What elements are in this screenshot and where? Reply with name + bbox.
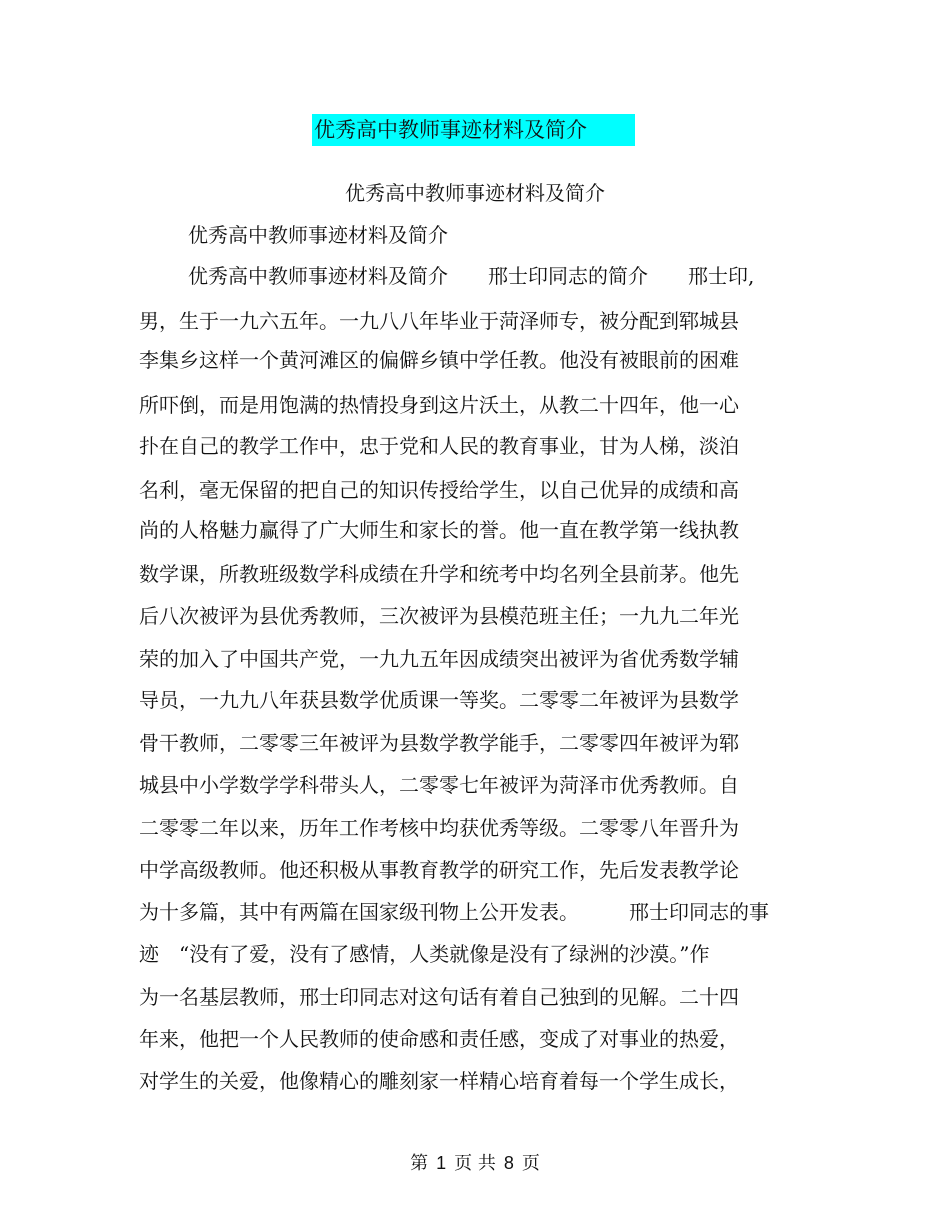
body-line: 为十多篇，其中有两篇在国家级刊物上公开发表。 邢士印同志的事 bbox=[139, 900, 769, 924]
body-line: 所吓倒，而是用饱满的热情投身到这片沃土，从教二十四年，他一心 bbox=[139, 393, 739, 417]
total-pages-number: 8 bbox=[503, 1153, 514, 1173]
footer-prefix: 第 bbox=[410, 1153, 429, 1174]
document-subtitle: 优秀高中教师事迹材料及简介 bbox=[345, 181, 605, 205]
body-line: 尚的人格魅力赢得了广大师生和家长的誉。他一直在教学第一线执教 bbox=[139, 518, 739, 542]
body-line: 二零零二年以来，历年工作考核中均获优秀等级。二零零八年晋升为 bbox=[139, 816, 739, 840]
body-line: 男，生于一九六五年。一九八八年毕业于菏泽师专，被分配到郓城县 bbox=[139, 309, 739, 333]
highlighted-title: 优秀高中教师事迹材料及简介 bbox=[312, 114, 635, 146]
body-line: 中学高级教师。他还积极从事教育教学的研究工作，先后发表教学论 bbox=[139, 858, 739, 882]
body-line: 城县中小学数学学科带头人，二零零七年被评为菏泽市优秀教师。自 bbox=[139, 773, 739, 797]
page-footer bbox=[0, 1150, 950, 1177]
body-line: 荣的加入了中国共产党，一九九五年因成绩突出被评为省优秀数学辅 bbox=[139, 647, 739, 671]
body-line: 对学生的关爱，他像精心的雕刻家一样精心培育着每一个学生成长， bbox=[139, 1069, 739, 1093]
current-page-number: 1 bbox=[436, 1153, 447, 1173]
body-line: 李集乡这样一个黄河滩区的偏僻乡镇中学任教。他没有被眼前的困难 bbox=[139, 348, 739, 372]
body-line: 迹 “没有了爱，没有了感情，人类就像是没有了绿洲的沙漠。”作 bbox=[139, 942, 710, 966]
body-line: 为一名基层教师，邢士印同志对这句话有着自己独到的见解。二十四 bbox=[139, 985, 739, 1009]
body-line: 年来，他把一个人民教师的使命感和责任感，变成了对事业的热爱， bbox=[139, 1027, 739, 1051]
body-line: 名利，毫无保留的把自己的知识传授给学生，以自己优异的成绩和高 bbox=[139, 478, 739, 502]
body-line: 数学课，所教班级数学科成绩在升学和统考中均名列全县前茅。他先 bbox=[139, 562, 739, 586]
body-line: 优秀高中教师事迹材料及简介 bbox=[188, 223, 448, 247]
footer-mid: 页 共 bbox=[454, 1153, 496, 1174]
body-line: 优秀高中教师事迹材料及简介 邢士印同志的简介 邢士印, bbox=[188, 264, 755, 288]
body-line: 骨干教师，二零零三年被评为县数学教学能手，二零零四年被评为郓 bbox=[139, 731, 739, 755]
footer-suffix: 页 bbox=[521, 1153, 540, 1174]
body-line: 扑在自己的教学工作中，忠于党和人民的教育事业，甘为人梯，淡泊 bbox=[139, 434, 739, 458]
body-line: 导员，一九九八年获县数学优质课一等奖。二零零二年被评为县数学 bbox=[139, 688, 739, 712]
body-line: 后八次被评为县优秀教师，三次被评为县模范班主任；一九九二年光 bbox=[139, 604, 739, 628]
